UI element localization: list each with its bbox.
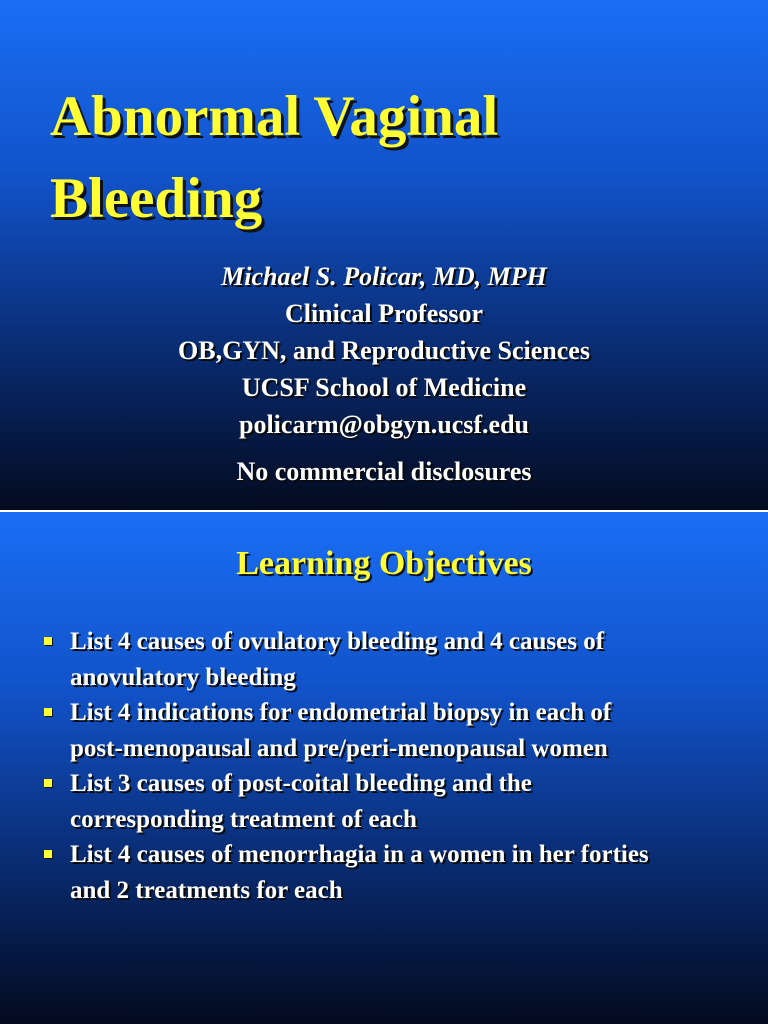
objective-line: anovulatory bleeding xyxy=(70,663,296,691)
disclosure-note: No commercial disclosures xyxy=(236,457,532,486)
objective-item xyxy=(44,695,744,766)
author-institution: UCSF School of Medicine xyxy=(241,373,527,402)
objectives-list xyxy=(44,624,744,908)
objective-line: List 3 causes of post-coital bleeding and the xyxy=(70,770,532,797)
author-department: OB,GYN, and Reproductive Sciences xyxy=(178,336,590,365)
square-bullet-icon xyxy=(44,708,52,716)
author-email: policarm@obgyn.ucsf.edu xyxy=(239,410,529,439)
objective-line: corresponding treatment of each xyxy=(70,805,417,833)
objectives-title: Learning Objectives xyxy=(236,545,532,582)
author-position: Clinical Professor xyxy=(284,299,484,328)
slide-title-line-2: Bleeding xyxy=(50,167,263,230)
objective-line: and 2 treatments for each xyxy=(70,876,343,904)
objectives-slide xyxy=(0,512,768,1024)
objective-line: List 4 causes of menorrhagia in a women in her forties xyxy=(70,841,649,868)
square-bullet-icon xyxy=(44,850,52,858)
objective-line: List 4 indications for endometrial biopsy in each of xyxy=(70,699,612,726)
square-bullet-icon xyxy=(44,637,52,645)
objective-item xyxy=(44,624,744,695)
author-block xyxy=(0,258,768,443)
objective-line: List 4 causes of ovulatory bleeding and 4 causes of xyxy=(70,628,605,655)
square-bullet-icon xyxy=(44,779,52,787)
objective-line: post-menopausal and pre/peri-menopausal women xyxy=(70,734,608,762)
objective-item xyxy=(44,837,744,908)
author-name: Michael S. Policar, MD, MPH xyxy=(221,262,547,291)
objective-item xyxy=(44,766,744,837)
slide-title-line-1: Abnormal Vaginal xyxy=(50,85,499,148)
slide-title xyxy=(50,76,750,240)
